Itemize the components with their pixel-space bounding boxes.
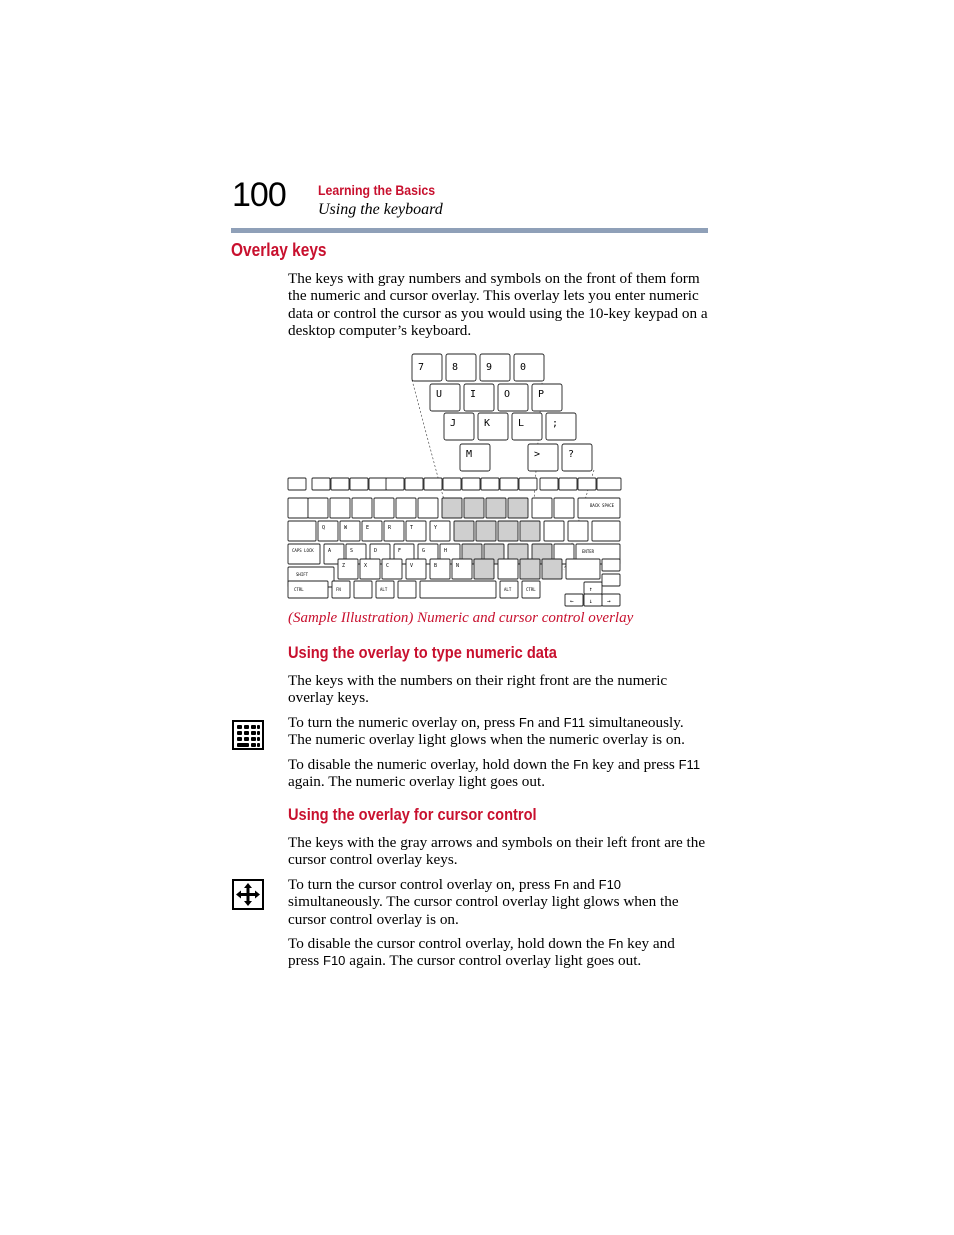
key-fn-label: Fn bbox=[518, 715, 535, 730]
cursor-arrows-icon-graphic bbox=[234, 881, 262, 908]
label-b: B bbox=[434, 563, 438, 569]
zoom-label-8: 8 bbox=[452, 362, 459, 373]
key-x bbox=[360, 559, 380, 579]
zoom-label-j: J bbox=[450, 418, 457, 429]
key-f10 bbox=[481, 478, 499, 490]
key-backtick bbox=[288, 498, 308, 518]
zoom-label-m: M bbox=[466, 449, 473, 460]
cursor-p2-text-c: simultaneously. The cursor control overlay light glows when the cursor control overlay is on. bbox=[288, 893, 679, 928]
label-caps: CAPS LOCK bbox=[292, 548, 314, 553]
key-fn bbox=[332, 581, 350, 598]
label-s: S bbox=[350, 548, 354, 554]
numeric-p3-text-c: again. The numeric overlay light goes out. bbox=[288, 773, 545, 791]
key-fn-label: Fn bbox=[608, 936, 624, 951]
label-z: Z bbox=[342, 563, 346, 569]
zoom-label-semicolon: ; bbox=[552, 418, 559, 429]
zoom-row-4 bbox=[460, 444, 592, 471]
function-key-row bbox=[288, 478, 621, 490]
cursor-p3 bbox=[288, 935, 708, 970]
key-prtsc bbox=[540, 478, 558, 490]
key-equals bbox=[554, 498, 574, 518]
page-number: 100 bbox=[232, 176, 286, 214]
key-f12 bbox=[519, 478, 537, 490]
number-key-row bbox=[288, 498, 620, 518]
key-backslash bbox=[592, 521, 620, 541]
key-rbracket bbox=[568, 521, 588, 541]
zoom-key-o bbox=[498, 384, 528, 411]
zoom-label-i: I bbox=[470, 389, 477, 400]
key-f9 bbox=[462, 478, 480, 490]
label-n: N bbox=[456, 563, 460, 569]
zoom-key-period bbox=[528, 444, 558, 471]
zoom-label-period: > bbox=[534, 449, 541, 460]
label-d: D bbox=[374, 548, 378, 554]
key-9 bbox=[486, 498, 506, 518]
zoom-label-9: 9 bbox=[486, 362, 493, 373]
key-t bbox=[406, 521, 426, 541]
key-pause bbox=[597, 478, 621, 490]
key-slash bbox=[542, 559, 562, 579]
overlay-intro: The keys with gray numbers and symbols on the front of them form the numeric and cursor overlay. This overlay lets you enter numeric data or control the cursor as you would using the 10-key keypad on a desktop computer’s keyboard. bbox=[288, 270, 708, 339]
key-b bbox=[430, 559, 450, 579]
key-right-arrow bbox=[602, 594, 620, 606]
key-f1 bbox=[312, 478, 330, 490]
label-fn: FN bbox=[336, 587, 341, 592]
key-p bbox=[520, 521, 540, 541]
label-w: W bbox=[344, 525, 348, 531]
key-f11-label: F11 bbox=[563, 715, 586, 730]
key-m bbox=[474, 559, 494, 579]
cursor-p3-text-b: key and press bbox=[288, 935, 675, 970]
key-left-arrow bbox=[565, 594, 583, 606]
key-f2 bbox=[331, 478, 349, 490]
zoom-key-l bbox=[512, 413, 542, 440]
chapter-title: Learning the Basics bbox=[318, 182, 436, 198]
label-f: F bbox=[398, 548, 402, 554]
zoom-key-u bbox=[430, 384, 460, 411]
zoom-label-7: 7 bbox=[418, 362, 425, 373]
zoom-row-2 bbox=[430, 384, 562, 411]
cursor-p2 bbox=[288, 876, 708, 928]
q-key-row bbox=[288, 521, 620, 541]
key-shift-right bbox=[566, 559, 600, 579]
key-r bbox=[384, 521, 404, 541]
label-t: T bbox=[410, 525, 414, 531]
key-1 bbox=[308, 498, 328, 518]
key-5 bbox=[396, 498, 416, 518]
zoom-label-slash: ? bbox=[568, 449, 575, 460]
keyboard-illustration bbox=[284, 350, 630, 610]
label-v: V bbox=[410, 563, 414, 569]
key-8 bbox=[464, 498, 484, 518]
cursor-p2-text-b: and bbox=[569, 876, 599, 893]
zoom-key-p bbox=[532, 384, 562, 411]
key-f7 bbox=[424, 478, 442, 490]
key-up-arrow bbox=[584, 582, 602, 594]
key-e bbox=[362, 521, 382, 541]
key-n bbox=[452, 559, 472, 579]
key-f11 bbox=[500, 478, 518, 490]
label-r: R bbox=[388, 525, 392, 531]
zoom-key-semicolon bbox=[546, 413, 576, 440]
zoom-key-7 bbox=[412, 354, 442, 381]
zoom-label-u: U bbox=[436, 389, 443, 400]
key-comma bbox=[498, 559, 518, 579]
key-menu bbox=[398, 581, 416, 598]
label-q: Q bbox=[322, 525, 326, 531]
key-7 bbox=[442, 498, 462, 518]
key-u bbox=[454, 521, 474, 541]
label-alt-right: ALT bbox=[504, 587, 512, 592]
zoom-key-0 bbox=[514, 354, 544, 381]
label-shift: SHIFT bbox=[296, 572, 309, 577]
key-period bbox=[520, 559, 540, 579]
zoom-key-8 bbox=[446, 354, 476, 381]
zoom-key-j bbox=[444, 413, 474, 440]
key-f5 bbox=[386, 478, 404, 490]
zoom-label-0: 0 bbox=[520, 362, 527, 373]
key-f4 bbox=[369, 478, 387, 490]
zoom-label-p: P bbox=[538, 389, 545, 400]
key-minus bbox=[532, 498, 552, 518]
key-f10-label: F10 bbox=[598, 877, 622, 892]
label-c: C bbox=[386, 563, 390, 569]
illustration-caption: (Sample Illustration) Numeric and cursor control overlay bbox=[288, 610, 634, 626]
key-caps bbox=[288, 544, 320, 564]
key-fn-label: Fn bbox=[553, 877, 570, 892]
key-z bbox=[338, 559, 358, 579]
numeric-p2-text-b: and bbox=[534, 714, 564, 731]
label-e: E bbox=[366, 525, 370, 531]
zoom-key-i bbox=[464, 384, 494, 411]
numeric-p3-text-b: key and press bbox=[588, 756, 679, 773]
numeric-p2 bbox=[288, 714, 708, 749]
key-space bbox=[420, 581, 496, 598]
key-pgdn bbox=[602, 574, 620, 586]
heading-overlay-keys: Overlay keys bbox=[231, 240, 327, 260]
cursor-p3-text-a: To disable the cursor control overlay, hold down the bbox=[288, 935, 609, 952]
down-arrow-glyph: ↓ bbox=[589, 598, 593, 605]
key-f8 bbox=[443, 478, 461, 490]
zoom-key-m bbox=[460, 444, 490, 471]
up-arrow-glyph: ↑ bbox=[589, 586, 593, 593]
label-enter: ENTER bbox=[582, 549, 595, 554]
key-f3 bbox=[350, 478, 368, 490]
label-h: H bbox=[444, 548, 448, 554]
key-q bbox=[318, 521, 338, 541]
numeric-p3 bbox=[288, 756, 708, 791]
numeric-p3-text-a: To disable the numeric overlay, hold down the bbox=[288, 756, 574, 773]
zoom-label-o: O bbox=[504, 389, 511, 400]
label-a: A bbox=[328, 548, 332, 554]
cursor-p1: The keys with the gray arrows and symbols on their left front are the cursor control overlay keys. bbox=[288, 834, 706, 869]
key-tab bbox=[288, 521, 316, 541]
label-backspace: BACK SPACE bbox=[590, 503, 615, 508]
zoom-key-9 bbox=[480, 354, 510, 381]
header-rule bbox=[231, 228, 708, 233]
key-i bbox=[476, 521, 496, 541]
section-title: Using the keyboard bbox=[318, 201, 443, 218]
right-arrow-glyph: → bbox=[607, 598, 611, 605]
key-f6 bbox=[405, 478, 423, 490]
key-2 bbox=[330, 498, 350, 518]
keyboard-full bbox=[288, 478, 621, 606]
label-y: Y bbox=[434, 525, 438, 531]
key-f11-label: F11 bbox=[678, 757, 701, 772]
key-6 bbox=[418, 498, 438, 518]
label-g: G bbox=[422, 548, 426, 554]
numeric-keypad-icon bbox=[232, 720, 264, 750]
numeric-keypad-icon-graphic bbox=[234, 722, 262, 748]
key-4 bbox=[374, 498, 394, 518]
keyboard-diagram bbox=[284, 350, 630, 610]
key-3 bbox=[352, 498, 372, 518]
zoom-row-3 bbox=[444, 413, 576, 440]
key-ins bbox=[559, 478, 577, 490]
key-w bbox=[340, 521, 360, 541]
heading-cursor-overlay: Using the overlay for cursor control bbox=[288, 805, 537, 824]
heading-numeric-overlay: Using the overlay to type numeric data bbox=[288, 643, 557, 662]
key-del bbox=[578, 478, 596, 490]
key-v bbox=[406, 559, 426, 579]
key-0 bbox=[508, 498, 528, 518]
label-alt-left: ALT bbox=[380, 587, 388, 592]
key-fn-label: Fn bbox=[573, 757, 589, 772]
key-pgup bbox=[602, 559, 620, 571]
zoom-key-slash bbox=[562, 444, 592, 471]
label-ctrl-right: CTRL bbox=[526, 587, 536, 592]
key-windows bbox=[354, 581, 372, 598]
label-x: X bbox=[364, 563, 368, 569]
key-esc bbox=[288, 478, 306, 490]
key-f10-label: F10 bbox=[323, 953, 346, 969]
zoom-key-k bbox=[478, 413, 508, 440]
key-o bbox=[498, 521, 518, 541]
left-arrow-glyph: ← bbox=[570, 598, 574, 605]
zoom-label-k: K bbox=[484, 418, 491, 429]
cursor-p3-text-c: again. The cursor control overlay light goes out. bbox=[345, 952, 642, 970]
zoom-label-l: L bbox=[518, 418, 525, 429]
key-down-arrow bbox=[584, 594, 602, 606]
key-y bbox=[430, 521, 450, 541]
key-c bbox=[382, 559, 402, 579]
cursor-arrows-icon bbox=[232, 879, 264, 910]
numeric-p2-text-a: To turn the numeric overlay on, press bbox=[288, 714, 519, 731]
key-lbracket bbox=[544, 521, 564, 541]
numeric-p1: The keys with the numbers on their right front are the numeric overlay keys. bbox=[288, 672, 668, 707]
label-ctrl-left: CTRL bbox=[294, 587, 304, 592]
key-backspace bbox=[578, 498, 620, 518]
numeric-p2-text-c: simultaneously. The numeric overlay light glows when the numeric overlay is on. bbox=[288, 714, 685, 749]
zoom-row-1 bbox=[412, 354, 544, 381]
cursor-p2-text-a: To turn the cursor control overlay on, press bbox=[288, 876, 554, 893]
